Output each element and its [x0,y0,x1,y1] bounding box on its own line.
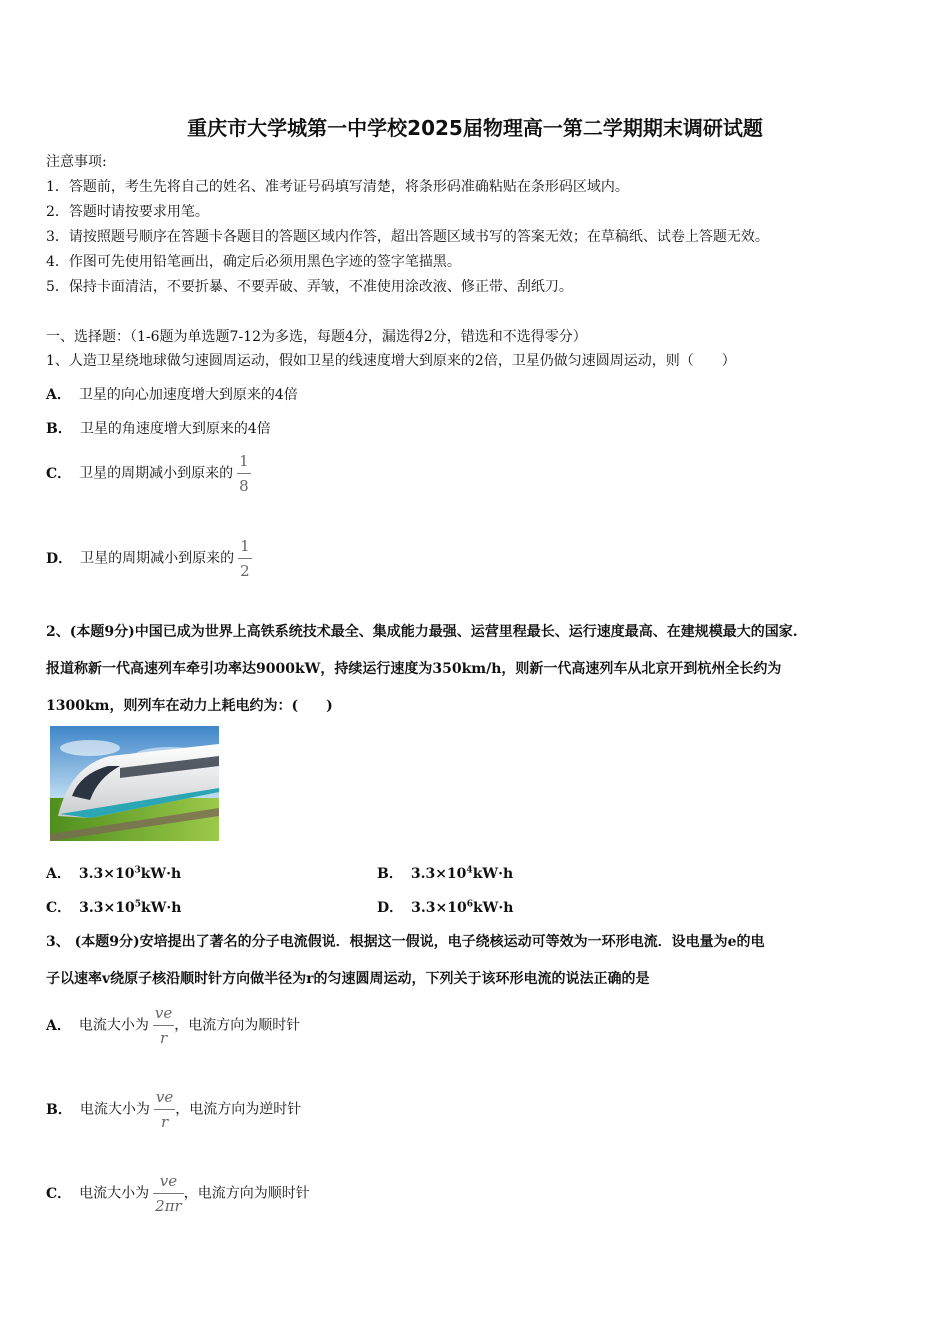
option-unit: kW·h [141,900,182,916]
q1-stem: 1、人造卫星绕地球做匀速圆周运动，假如卫星的线速度增大到原来的2倍，卫星仍做匀速圆周运动，则（ ） [46,353,736,369]
option-label: A． [46,1017,71,1034]
option-label: B． [377,866,403,882]
option-label: C． [46,465,72,482]
option-text: 卫星的周期减小到原来的 [80,550,235,567]
option-text: ，电流方向为逆时针 [175,1101,302,1118]
q3-option-a [46,1004,300,1047]
option-exponent: 3 [134,865,141,876]
q1-option-a [46,385,298,405]
option-base: 3.3×10 [411,900,467,916]
option-text: 电流大小为 [78,1017,149,1034]
option-base: 3.3×10 [410,866,467,882]
q2-stem-line-1: 2、(本题9分)中国已成为世界上高铁系统技术最全、集成能力最强、运营里程最长、运行速度最高、在建规模最大的国家. [46,624,798,640]
q2-option-b [377,864,513,884]
option-text: 卫星的向心加速度增大到原来的4倍 [78,387,298,403]
q2-stem-line-2: 报道称新一代高速列车牵引功率达9000kW，持续运行速度为350km/h，则新一代高速列车从北京开到杭州全长约为 [46,661,782,677]
q3-option-b [46,1088,301,1131]
option-exponent: 4 [466,865,473,876]
fraction: $\frac{ve}{r}$ [154,1004,173,1047]
option-label: C． [46,1185,72,1202]
q1-option-b [46,419,271,439]
fraction: $\frac{ve}{2\pi r}$ [155,1172,182,1215]
option-label: B． [46,421,72,437]
q3-option-c [46,1172,310,1215]
option-text: 卫星的周期减小到原来的 [79,465,234,482]
option-unit: kW·h [472,900,514,916]
option-text: 电流大小为 [79,1101,150,1118]
q3-stem-line-2: 子以速率v绕原子核沿顺时针方向做半径为r的匀速圆周运动，下列关于该环形电流的说法正确的是 [46,971,650,987]
option-exponent: 5 [134,899,141,910]
option-label: D． [46,550,73,567]
option-unit: kW·h [140,866,182,882]
q3-stem-line-1: 3、 (本题9分)安培提出了著名的分子电流假说．根据这一假说，电子绕核运动可等效为一环形电流．设电量为e的电 [46,934,765,950]
q2-stem-line-3: 1300km，则列车在动力上耗电约为：( ) [46,698,333,714]
option-label: C． [46,900,72,916]
notice-item-3: 3．请按照题号顺序在答题卡各题目的答题区域内作答，超出答题区域书写的答案无效；在草稿纸、试卷上答题无效。 [46,229,769,245]
high-speed-train-image [50,726,219,841]
fraction: $\frac{ve}{r}$ [155,1088,174,1131]
q2-option-d [377,898,513,918]
option-text: ，电流方向为顺时针 [174,1017,301,1034]
option-exponent: 6 [466,899,473,910]
notice-heading: 注意事项: [46,154,107,170]
option-label: B． [46,1101,72,1118]
option-text: 电流大小为 [79,1185,150,1202]
section-heading: 一、选择题：（1-6题为单选题7-12为多选，每题4分，漏选得2分，错选和不选得零分） [46,329,587,345]
option-text: ，电流方向为顺时针 [183,1185,310,1202]
q2-option-c [46,898,181,918]
option-text: 卫星的角速度增大到原来的4倍 [79,421,271,437]
q1-option-c [46,452,251,495]
option-label: D． [377,900,404,916]
fraction: $\frac{1}{8}$ [239,452,249,495]
q2-option-a [46,864,181,884]
notice-item-4: 4．作图可先使用铅笔画出，确定后必须用黑色字迹的签字笔描黑。 [46,254,461,270]
option-label: A． [46,866,71,882]
option-base: 3.3×10 [78,866,135,882]
page-title: 重庆市大学城第一中学校2025届物理高一第二学期期末调研试题 [187,116,763,140]
option-unit: kW·h [472,866,514,882]
fraction: $\frac{1}{2}$ [240,537,250,580]
option-base: 3.3×10 [79,900,135,916]
option-label: A． [46,387,71,403]
notice-item-1: 1．答题前，考生先将自己的姓名、准考证号码填写清楚，将条形码准确粘贴在条形码区域内。 [46,179,629,195]
notice-item-2: 2．答题时请按要求用笔。 [46,204,209,220]
notice-item-5: 5．保持卡面清洁，不要折暴、不要弄破、弄皱，不准使用涂改液、修正带、刮纸刀。 [46,279,573,295]
q1-option-d [46,537,252,580]
